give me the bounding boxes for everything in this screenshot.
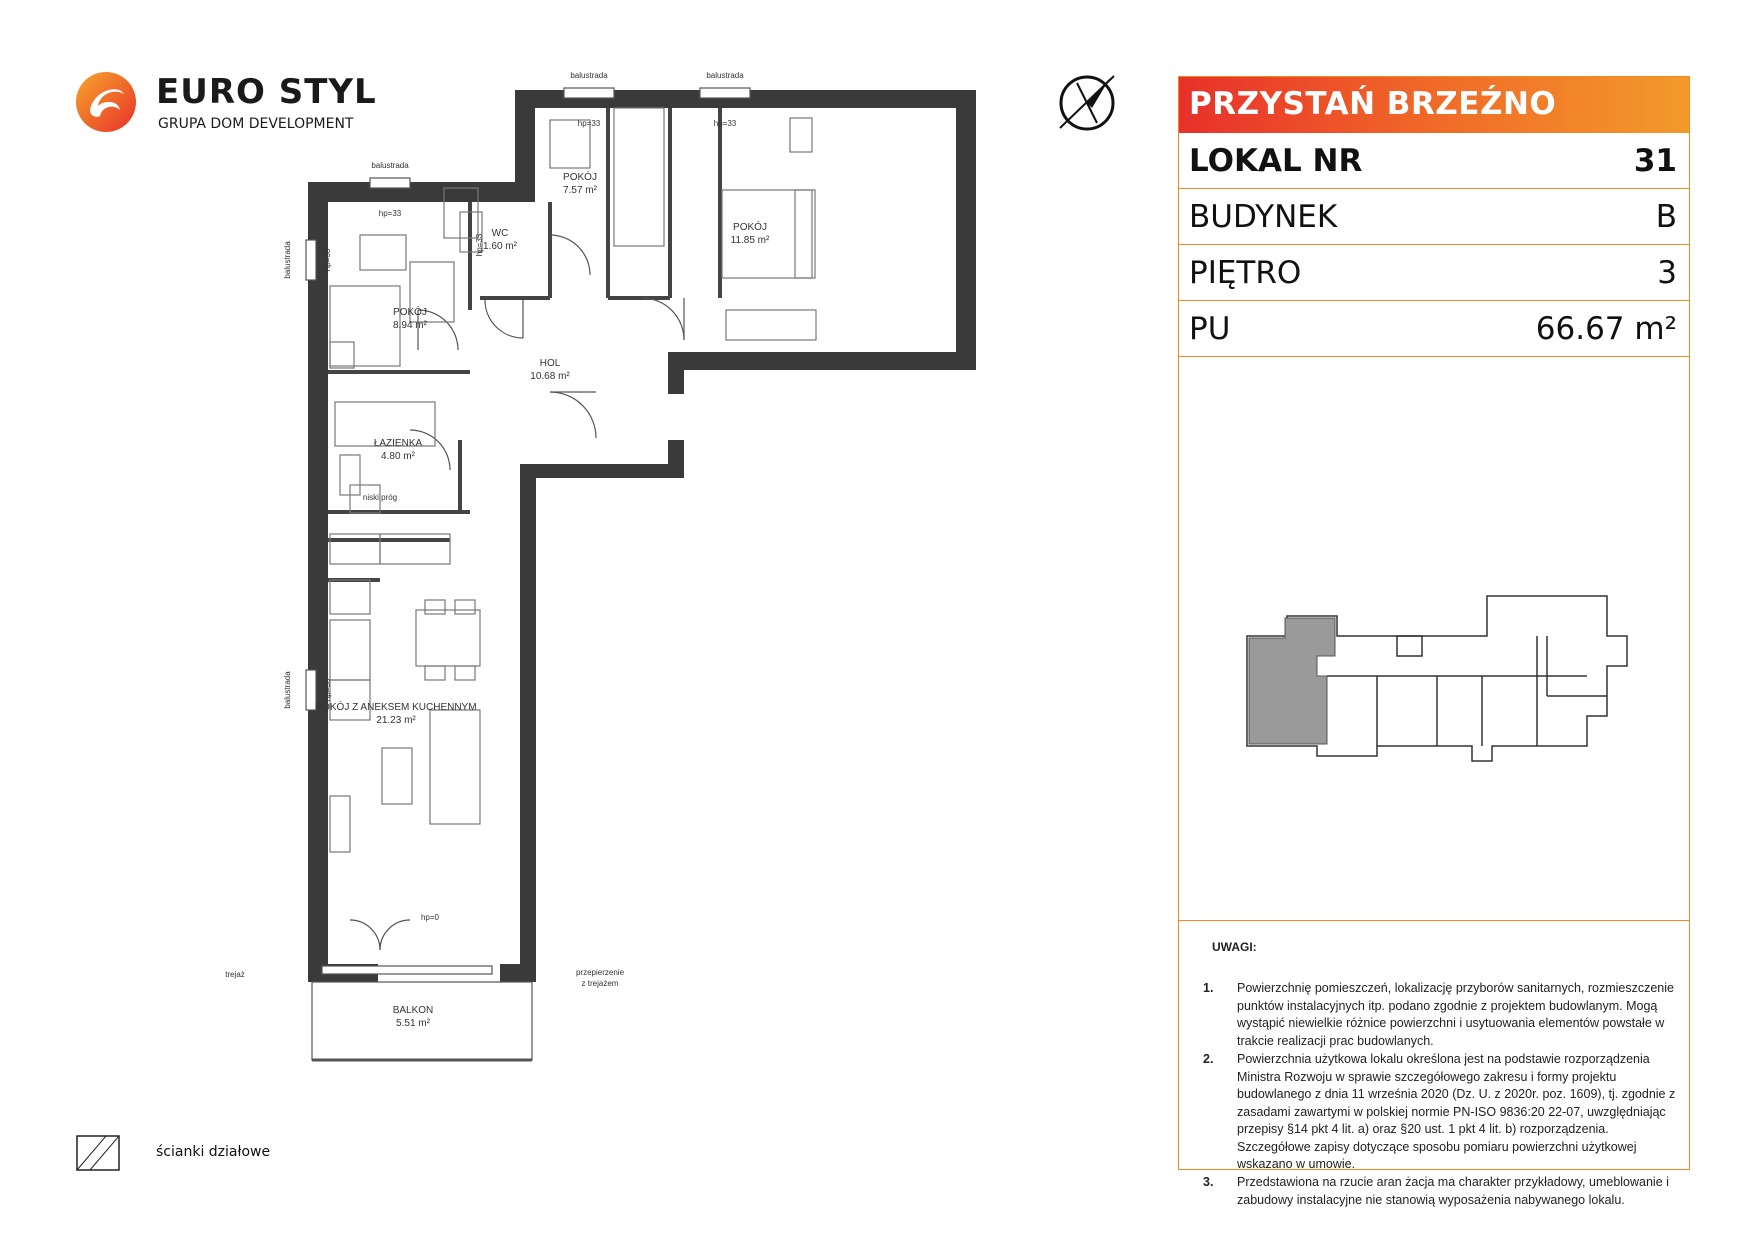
room-area: 8.94 m²: [393, 320, 427, 331]
balustrada-label: balustrada: [283, 671, 292, 709]
row-value: B: [1655, 199, 1677, 235]
row-label: PIĘTRO: [1189, 255, 1302, 291]
room-area: 10.68 m²: [530, 371, 570, 382]
euro-styl-logo-icon: [74, 70, 138, 134]
row-value: 66.67 m²: [1535, 311, 1677, 347]
notes-title: UWAGI:: [1212, 940, 1257, 954]
furniture: [330, 108, 816, 852]
partition-wall-legend-icon: [76, 1135, 120, 1171]
room-name: POKÓJ: [733, 222, 767, 233]
hp-label: hp=33: [323, 678, 332, 702]
notes-section: [1179, 922, 1689, 1207]
balustrada-label: balustrada: [283, 241, 292, 279]
trellis-label: trejaż: [225, 970, 245, 979]
hp0-label: hp=0: [420, 913, 440, 922]
room-name: POKÓJ: [393, 307, 427, 318]
hp-label: hp=33: [577, 119, 601, 128]
note-text: Przedstawiona na rzucie aran żacja ma charakter przykładowy, umeblowanie i zabudowy instalacyjne nie stanowią wyposażenia nabywanego lokalu.: [1237, 1175, 1669, 1207]
brand-name: EURO STYL: [156, 72, 377, 112]
hp-label: hp=33: [323, 248, 332, 272]
note-number: 1.: [1203, 981, 1214, 995]
outer-walls: [308, 90, 976, 982]
row-value: 31: [1633, 143, 1677, 179]
room-area: 11.85 m²: [730, 235, 770, 246]
hp-label: hp=33: [713, 119, 737, 128]
room-name: WC: [491, 228, 509, 239]
key-plan-box: [1179, 356, 1689, 921]
balustrada-label: balustrada: [570, 71, 608, 80]
note-text: Powierzchnia użytkowa lokalu określona jest na podstawie rozporządzenia Ministra Rozwoju w sprawie szczegółowego zakresu i formy projektu budowlanego z dnia 11 września 2020 (Dz. U. z 2020r. poz. 1609), tj. zgodnie z zasadami zawartymi w polskiej normie PN-ISO 9836:20 22-07, uwzględniając przepisy §14 pkt 4 lit. a) oraz §20 ust. 1 pkt 4 lit. b) rozporządzenia. Szczegółowe zapisy dotyczące sposobu pomiaru powierzchni użytkowej wskazano w umowie.: [1237, 1052, 1676, 1171]
row-value: 3: [1657, 255, 1677, 291]
room-area: 4.80 m²: [381, 451, 415, 462]
room-name: POKÓJ: [563, 172, 597, 183]
row-building: [1179, 189, 1689, 245]
hp-label: hp=33: [378, 209, 402, 218]
row-area: [1179, 301, 1689, 357]
row-floor: [1179, 245, 1689, 301]
selected-unit-highlight: [1249, 618, 1335, 744]
room-name: BALKON: [392, 1005, 434, 1016]
note-text: Powierzchnię pomieszczeń, lokalizację przyborów sanitarnych, rozmieszczenie punktów instalacyjnych itp. podano zgodnie z projektem budowlanym. Mogą wystąpić niewielkie różnice powierzchni i usytuowania elementów powstałe w trakcie realizacji prac budowlanych.: [1237, 981, 1674, 1048]
legend-label: ścianki działowe: [156, 1144, 271, 1160]
balustrada-label: balustrada: [371, 161, 409, 170]
room-area: 1.60 m²: [483, 241, 517, 252]
partition-label-2: z trejażem: [581, 979, 619, 988]
floor-plan: [225, 60, 950, 1030]
row-label: LOKAL NR: [1189, 143, 1363, 179]
row-label: PU: [1189, 311, 1231, 347]
note-number: 3.: [1203, 1175, 1214, 1189]
brand-subtitle: GRUPA DOM DEVELOPMENT: [158, 116, 354, 132]
partition-label: przepierzenie: [575, 968, 625, 977]
room-name: ŁAZIENKA: [373, 438, 423, 449]
low-threshold-label: niski próg: [362, 493, 398, 502]
building-key-plan: [1237, 596, 1637, 796]
row-label: BUDYNEK: [1189, 199, 1338, 235]
room-area: 7.57 m²: [563, 185, 597, 196]
room-name: POKÓJ Z ANEKSEM KUCHENNYM: [315, 702, 477, 713]
project-title-bar: [1179, 77, 1689, 133]
note-number: 2.: [1203, 1052, 1214, 1066]
room-name: HOL: [539, 358, 561, 369]
room-area: 21.23 m²: [376, 715, 416, 726]
project-name: PRZYSTAŃ BRZEŹNO: [1189, 86, 1557, 122]
plan-annotations: [225, 71, 744, 988]
room-area: 5.51 m²: [396, 1018, 430, 1029]
balustrada-label: balustrada: [706, 71, 744, 80]
info-panel: [1178, 76, 1690, 1207]
hp-label: hp=33: [475, 233, 484, 257]
row-unit-number: [1179, 133, 1689, 189]
compass-icon: [1052, 68, 1122, 138]
